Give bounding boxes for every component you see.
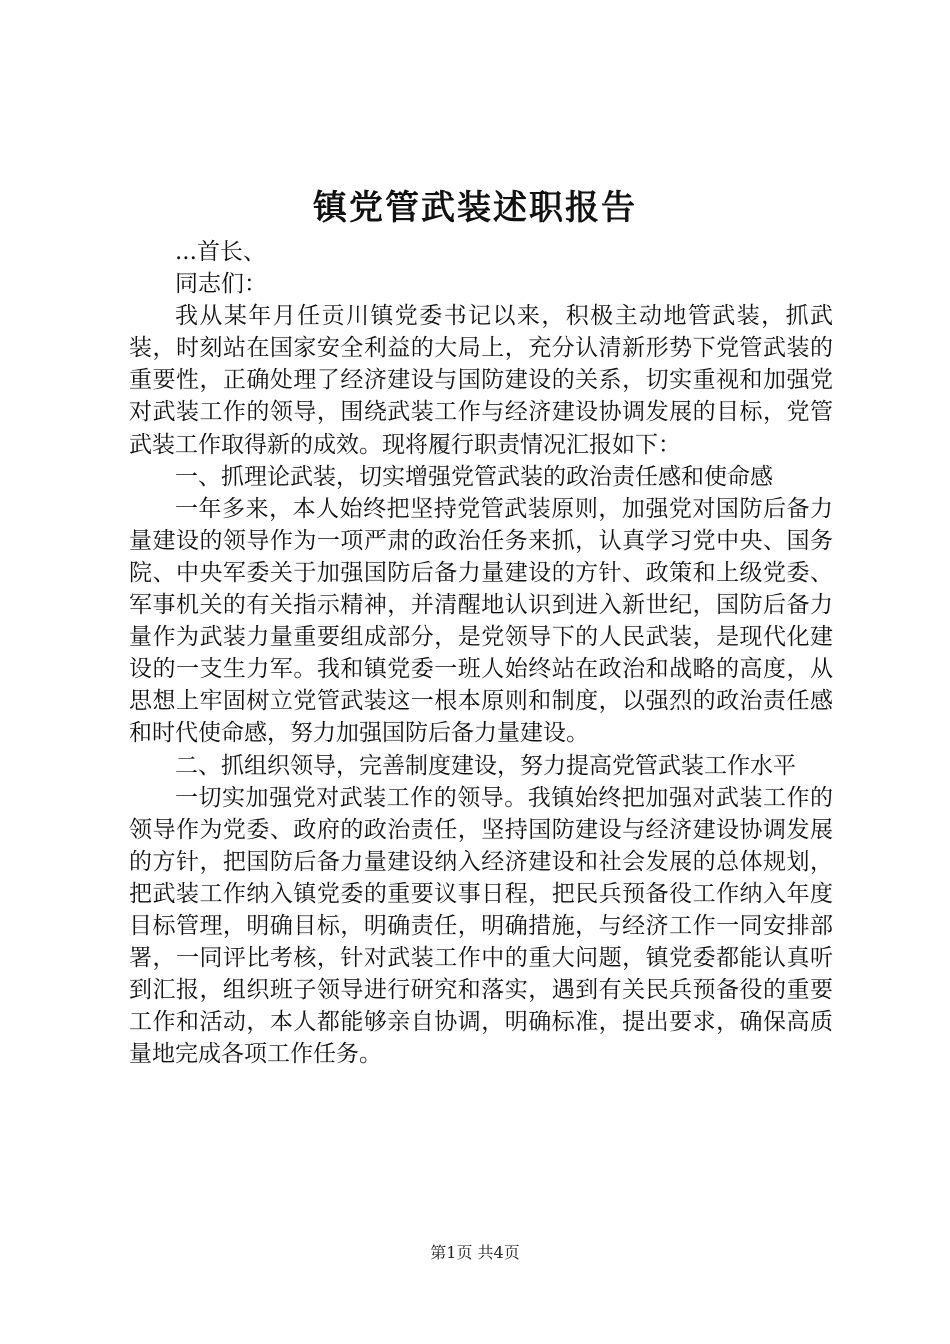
document-title: 镇党管武装述职报告 — [313, 188, 637, 228]
salutation-line-2: 同志们： — [175, 271, 267, 298]
section-heading-2: 二、抓组织领导，完善制度建设，努力提高党管武装工作水平 — [175, 752, 796, 779]
section-heading-1: 一、抓理论武装，切实增强党管武装的政治责任感和使命感 — [175, 463, 773, 490]
section-paragraph-2: 一切实加强党对武装工作的领导。我镇始终把加强对武装工作的领导作为党委、政府的政治责任，坚持国防建设与经济建设协调发展的方针，把国防后备力量建设纳入经济建设和社会发展的总体规划，把武装工作纳入镇党委的重要议事日程，把民兵预备役工作纳入年度目标管理，明确目标，明确责任，明确措施，与经济工作一同安排部署，一同评比考核，针对武装工作中的重大问题，镇党委都能认真听到汇报，组织班子领导进行研究和落实，遇到有关民兵预备役的重要工作和活动，本人都能够亲自协调，明确标准，提出要求，确保高质量地完成各项工作任务。 — [129, 784, 833, 1068]
document-body — [129, 236, 833, 1070]
salutation-line-1: ...首长、 — [175, 239, 266, 265]
page-footer: 第1页 共4页 — [430, 1243, 520, 1262]
section-paragraph-1: 一年多来，本人始终把坚持党管武装原则，加强党对国防后备力量建设的领导作为一项严肃的政治任务来抓，认真学习党中央、国务院、中央军委关于加强国防后备力量建设的方针、政策和上级党委、军事机关的有关指示精神，并清醒地认识到进入新世纪，国防后备力量作为武装力量重要组成部分，是党领导下的人民武装，是现代化建设的一支生力军。我和镇党委一班人始终站在政治和战略的高度，从思想上牢固树立党管武装这一根本原则和制度，以强烈的政治责任感和时代使命感，努力加强国防后备力量建设。 — [129, 495, 833, 747]
intro-paragraph: 我从某年月任贡川镇党委书记以来，积极主动地管武装，抓武装，时刻站在国家安全利益的大局上，充分认清新形势下党管武装的重要性，正确处理了经济建设与国防建设的关系，切实重视和加强党对武装工作的领导，围绕武装工作与经济建设协调发展的目标，党管武装工作取得新的成效。现将履行职责情况汇报如下： — [129, 303, 833, 458]
